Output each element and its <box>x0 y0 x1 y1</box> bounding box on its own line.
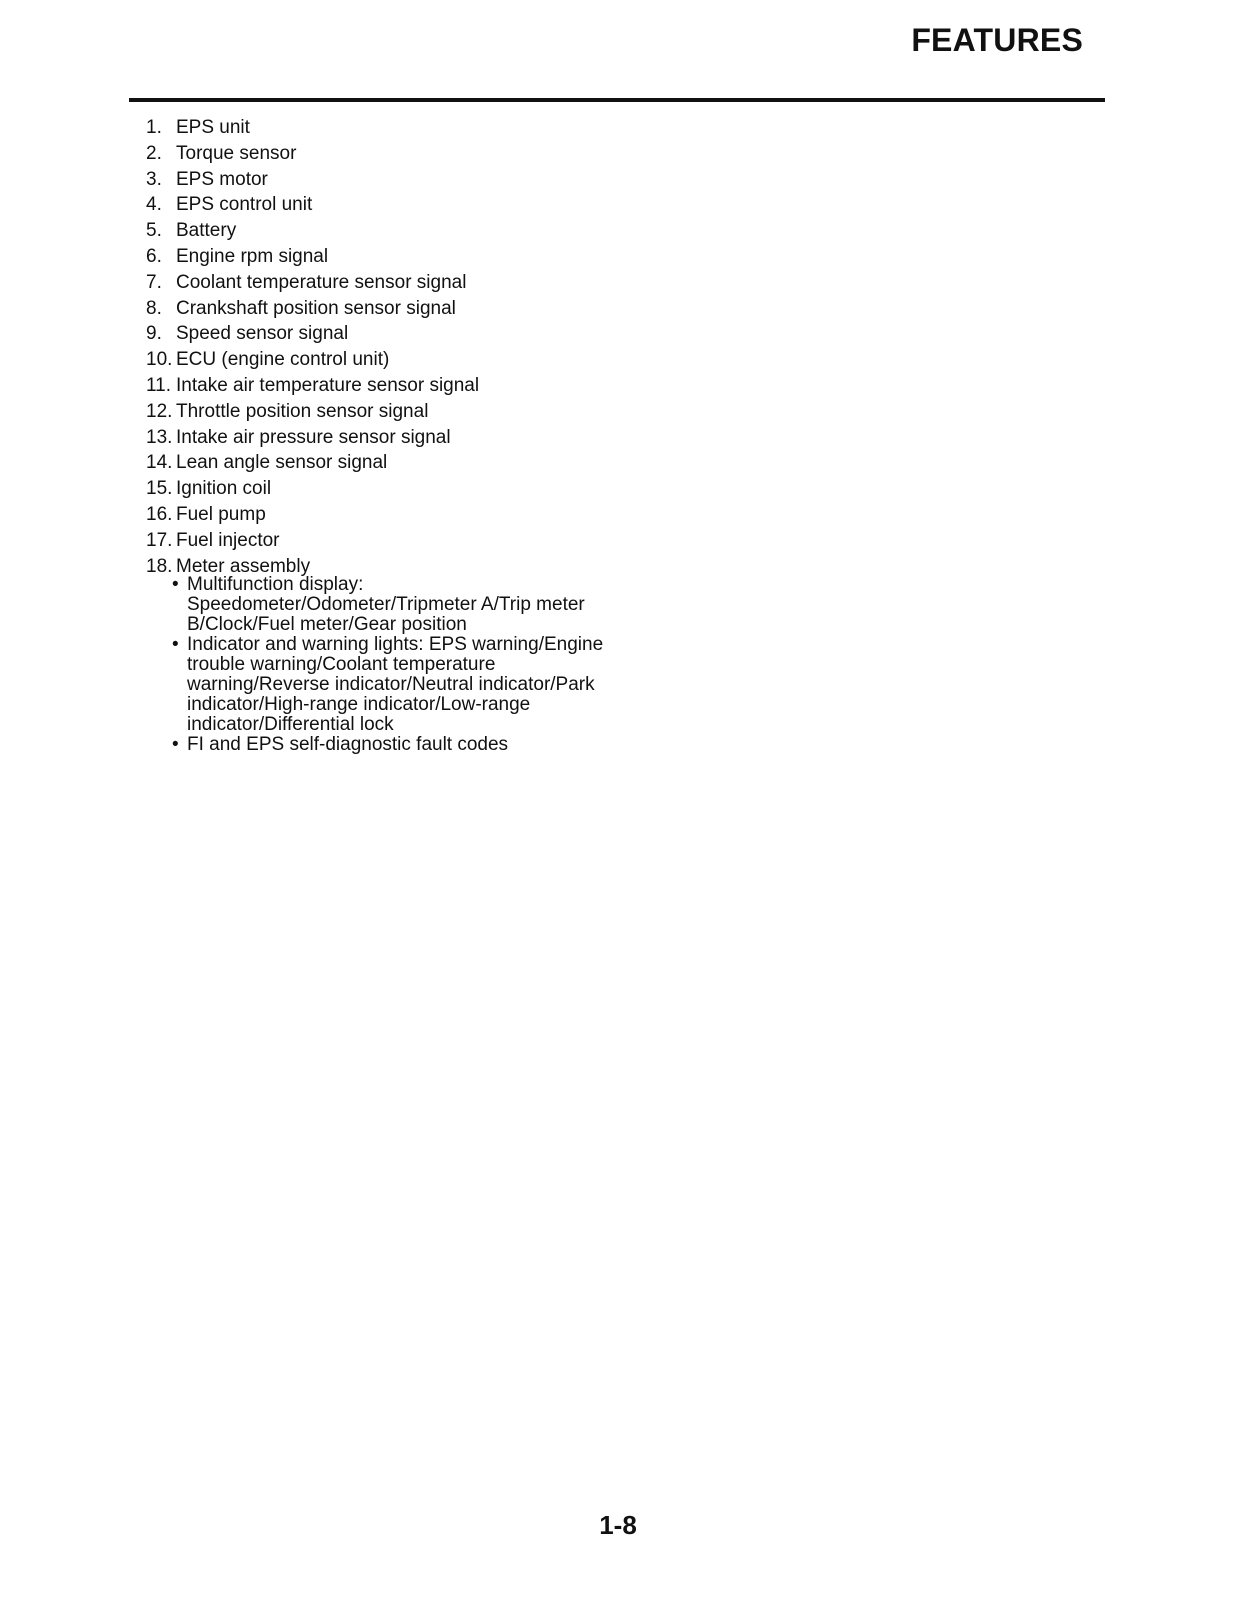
list-item <box>146 115 606 141</box>
item-number: 18. <box>146 555 173 577</box>
item-number: 16. <box>146 503 173 525</box>
item-text: Ignition coil <box>176 478 272 500</box>
list-item <box>146 218 606 244</box>
item-number: 17. <box>146 529 173 551</box>
page-number: 1-8 <box>599 1510 637 1540</box>
item-number: 3. <box>146 168 162 190</box>
list-item <box>146 270 606 296</box>
list-item <box>146 399 606 425</box>
sub-item-text: FI and EPS self-diagnostic fault codes <box>187 734 509 756</box>
item-text: Fuel injector <box>176 529 280 551</box>
item-text: Throttle position sensor signal <box>176 400 429 422</box>
sub-list-item <box>172 575 606 635</box>
header-divider <box>129 98 1105 102</box>
item-text: Fuel pump <box>176 503 266 525</box>
item-number: 13. <box>146 426 173 448</box>
item-text: EPS control unit <box>176 194 313 216</box>
item-number: 7. <box>146 271 162 293</box>
item-text: Crankshaft position sensor signal <box>176 297 456 319</box>
item-number: 10. <box>146 349 173 371</box>
list-item <box>146 373 606 399</box>
list-item <box>146 528 606 554</box>
list-item <box>146 450 606 476</box>
item-number: 5. <box>146 220 162 242</box>
item-number: 11. <box>146 374 172 396</box>
list-item <box>146 321 606 347</box>
item-text: Torque sensor <box>176 142 297 164</box>
item-number: 14. <box>146 452 173 474</box>
list-item <box>146 502 606 528</box>
item-number: 1. <box>146 117 162 138</box>
item-text: Meter assembly <box>176 555 311 577</box>
list-item <box>146 167 606 193</box>
bullet-icon: • <box>172 574 179 596</box>
list-item <box>146 296 606 322</box>
item-number: 15. <box>146 478 173 500</box>
item-text: Engine rpm signal <box>176 245 329 267</box>
item-text: Battery <box>176 220 237 242</box>
legend-list <box>146 115 606 755</box>
list-item <box>146 476 606 502</box>
item-text: ECU (engine control unit) <box>176 349 390 371</box>
sub-item-text: Indicator and warning lights: EPS warning/Engine trouble warning/Coolant temperature warning/Reverse indicator/Neutral indicator/Park indicator/High-range indicator/Low-range indicator/Differential lock <box>187 634 604 736</box>
list-item <box>146 192 606 218</box>
item-number: 12. <box>146 400 173 422</box>
item-text: Lean angle sensor signal <box>176 452 388 474</box>
item-text: Speed sensor signal <box>176 323 349 345</box>
item-text: Coolant temperature sensor signal <box>176 271 467 293</box>
list-item <box>146 425 606 451</box>
bullet-icon: • <box>172 634 179 656</box>
meter-sub-list-container <box>146 575 606 755</box>
page-title: FEATURES <box>911 22 1083 58</box>
item-text: Intake air temperature sensor signal <box>176 374 480 396</box>
sub-item-text: Multifunction display: Speedometer/Odometer/Tripmeter A/Trip meter B/Clock/Fuel meter/Gear position <box>187 574 585 636</box>
item-text: Intake air pressure sensor signal <box>176 426 451 448</box>
list-item <box>146 347 606 373</box>
item-number: 9. <box>146 323 162 345</box>
list-item <box>146 141 606 167</box>
sub-list-item <box>172 735 606 755</box>
meter-sub-list <box>172 575 606 755</box>
list-item <box>146 244 606 270</box>
item-text: EPS unit <box>176 117 250 138</box>
item-number: 6. <box>146 245 162 267</box>
item-number: 2. <box>146 142 162 164</box>
sub-list-item <box>172 635 606 735</box>
item-text: EPS motor <box>176 168 268 190</box>
item-number: 4. <box>146 194 162 216</box>
item-number: 8. <box>146 297 162 319</box>
bullet-icon: • <box>172 734 179 756</box>
